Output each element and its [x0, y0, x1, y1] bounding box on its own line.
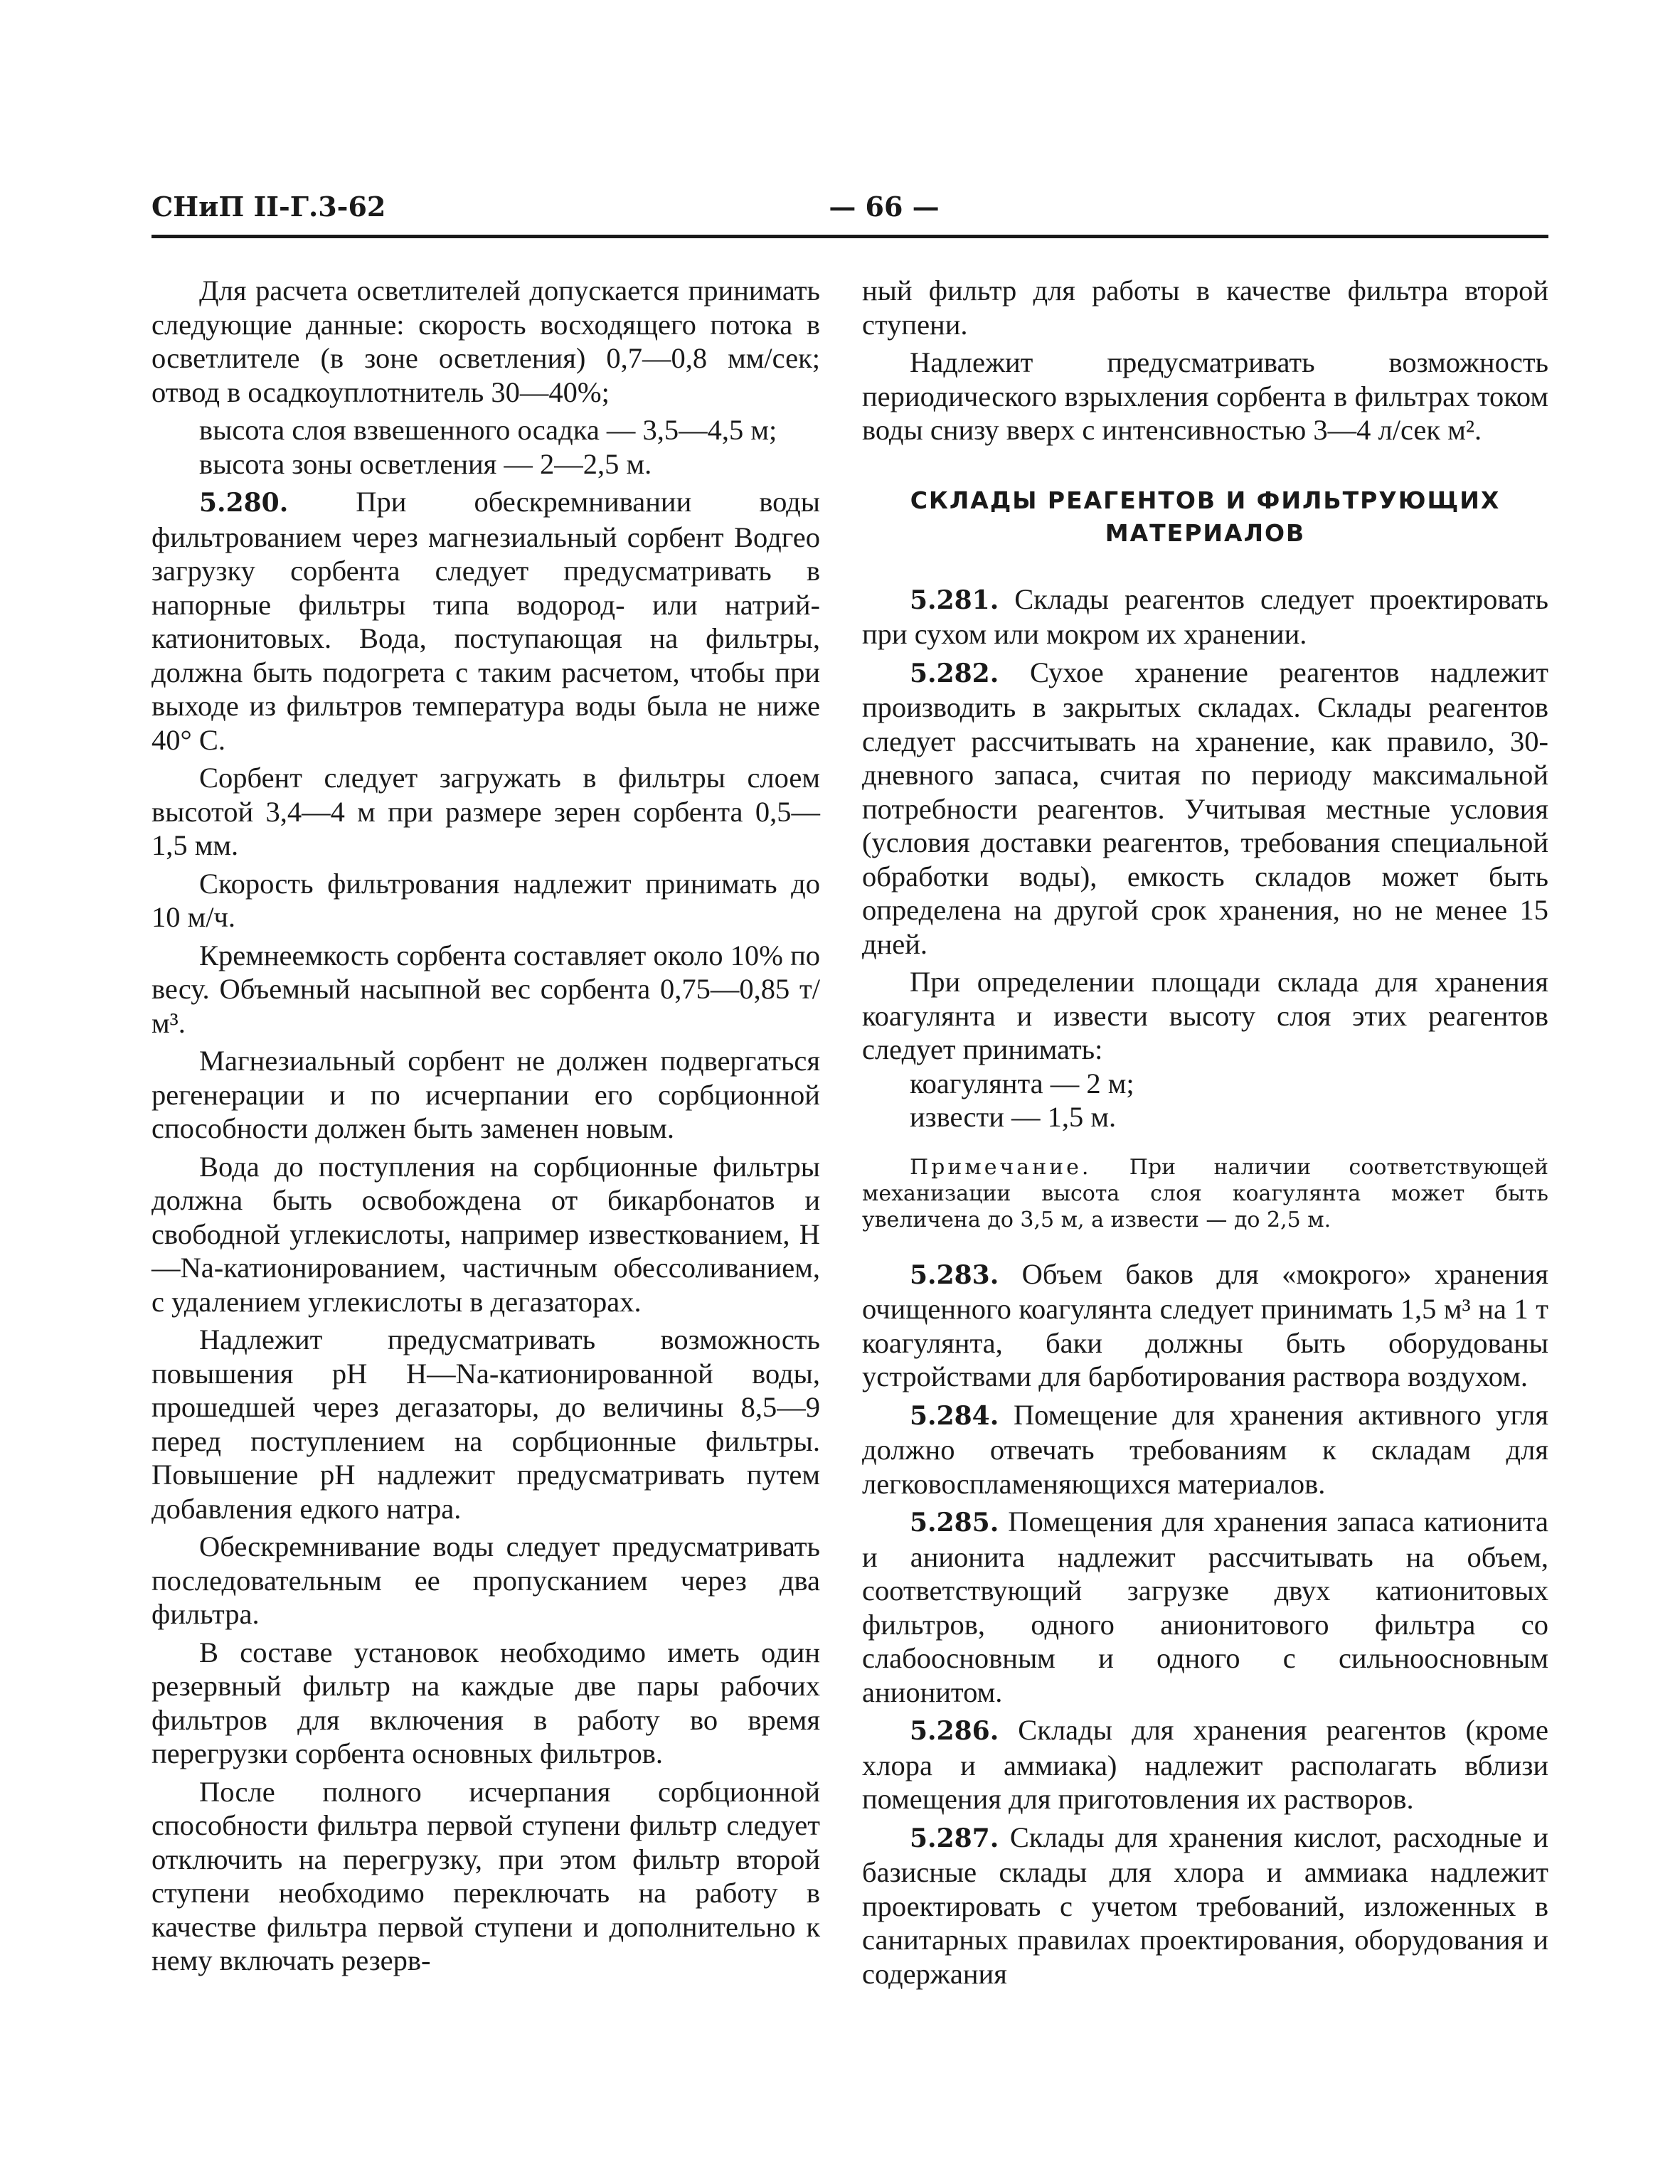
clause-5-282	[862, 656, 1548, 962]
paragraph: Сорбент следует загружать в фильтры слоем высотой 3,4—4 м при размере зерен сорбента 0,5—1,5 мм.	[151, 762, 820, 861]
paragraph: Для расчета осветлителей допускается принимать следующие данные: скорость восходящего потока в осветлителе (в зоне осветления) 0,7—0,8 мм/сек; отвод в осадкоуплотнитель 30—40%;	[151, 275, 820, 408]
right-column	[862, 274, 1548, 1995]
paragraph: После полного исчерпания сорбционной способности фильтра первой ступени фильтр следует отключить на перегрузку, при этом фильтр второй ступени необходимо переключать на работу в качестве фильтра первой ступени и дополнительно к нему включать резерв-	[151, 1775, 820, 1976]
paragraph: Обескремнивание воды следует предусматривать последовательным ее пропусканием через два фильтра.	[151, 1530, 820, 1630]
note-text: При наличии соответствующей механизации высота слоя коагулянта может быть увеличена до 3,5 м, а извести — до 2,5 м.	[862, 1154, 1548, 1232]
page-header	[151, 191, 1548, 233]
clause-text: Помещение для хранения активного угля должно отвечать требованиям к складам для легковоспламеняющихся материалов.	[862, 1398, 1548, 1500]
clause-5-283	[862, 1257, 1548, 1394]
clause-5-286	[862, 1713, 1548, 1816]
clause-5-287	[862, 1821, 1548, 1991]
clause-5-280	[151, 485, 820, 757]
paragraph: В составе установок необходимо иметь один резервный фильтр на каждые две пары рабочих фильтров для включения в работу во время перегрузки сорбента основных фильтров.	[151, 1636, 820, 1769]
clause-text: Сухое хранение реагентов надлежит производить в закрытых складах. Склады реагентов следует рассчитывать на хранение, как правило, 30-дневного запаса, считая по периоду максимальной потребности реагентов. Учитывая местные условия (условия доставки реагентов, требования специальной обработки воды), емкость складов может быть определена на другой срок хранения, но не менее 15 дней.	[862, 656, 1549, 960]
paragraph: Вода до поступления на сорбционные фильтры должна быть освобождена от бикарбонатов и свободной углекислоты, например известкованием, H—Na-катионированием, частичным обессоливанием, с удалением углекислоты в дегазаторах.	[151, 1150, 820, 1318]
clause-number: 5.281.	[910, 585, 999, 615]
clause-number: 5.283.	[910, 1259, 999, 1290]
clause-text: Склады для хранения реагентов (кроме хлора и аммиака) надлежит располагать вблизи помещения для приготовления их растворов.	[862, 1714, 1549, 1815]
clause-number: 5.285.	[910, 1508, 999, 1538]
document-code: СНиП II-Г.3-62	[151, 191, 386, 223]
paragraph: Магнезиальный сорбент не должен подвергаться регенерации и по исчерпании его сорбционной способности должен быть заменен новым.	[151, 1045, 820, 1144]
clause-text: Склады реагентов следует проектировать при сухом или мокром их хранении.	[862, 582, 1549, 650]
left-column	[151, 274, 820, 1982]
clause-number: 5.280.	[199, 488, 289, 518]
clause-text: При обескремнивании воды фильтрованием через магнезиальный сорбент Водгео загрузку сорбента следует предусматривать в напорные фильтры типа водород- или натрий-катионитовых. Вода, поступающая на фильтры, должна быть подогрета с таким расчетом, чтобы при выходе из фильтров температура воды была не ниже 40° С.	[151, 486, 821, 756]
clause-number: 5.287.	[910, 1823, 999, 1853]
clause-5-281	[862, 582, 1548, 651]
clause-text: Склады для хранения кислот, расходные и базисные склады для хлора и аммиака надлежит проектировать с учетом требований, изложенных в санитарных правилах проектирования, оборудования и содержания	[862, 1821, 1549, 1990]
header-rule	[151, 235, 1548, 238]
paragraph: Скорость фильтрования надлежит принимать до 10 м/ч.	[151, 867, 820, 933]
clause-text: Объем баков для «мокрого» хранения очищенного коагулянта следует принимать 1,5 м³ на 1 т коагулянта, баки должны быть оборудованы устройствами для барботирования раствора воздухом.	[862, 1257, 1549, 1392]
paragraph: высота слоя взвешенного осадка — 3,5—4,5 м;	[199, 414, 777, 446]
quantity-line: извести — 1,5 м.	[910, 1101, 1117, 1133]
page-number: — 66 —	[829, 191, 940, 223]
clause-number: 5.286.	[910, 1716, 999, 1746]
note	[862, 1154, 1548, 1233]
paragraph: ный фильтр для работы в качестве фильтра второй ступени.	[862, 275, 1548, 341]
paragraph: Кремнеемкость сорбента составляет около 10% по весу. Объемный насыпной вес сорбента 0,75—0,85 т/м³.	[151, 939, 820, 1039]
note-label: Примечание.	[910, 1154, 1092, 1180]
paragraph: Надлежит предусматривать возможность периодического взрыхления сорбента в фильтрах током воды снизу вверх с интенсивностью 3—4 л/сек м².	[862, 346, 1548, 446]
clause-text: Помещения для хранения запаса катионита и анионита надлежит рассчитывать на объем, соответствующий загрузке двух катионитовых фильтров, одного анионитового фильтра со слабоосновным и одного с сильноосновным анионитом.	[862, 1506, 1549, 1708]
clause-5-285	[862, 1505, 1548, 1709]
clause-number: 5.284.	[910, 1400, 999, 1431]
paragraph: высота зоны осветления — 2—2,5 м.	[199, 447, 652, 480]
clause-5-284	[862, 1398, 1548, 1501]
paragraph: При определении площади склада для хранения коагулянта и извести высоту слоя этих реагентов следует принимать:	[862, 966, 1548, 1065]
section-title: СКЛАДЫ РЕАГЕНТОВ И ФИЛЬТРУЮЩИХ МАТЕРИАЛОВ	[910, 486, 1501, 547]
quantity-line: коагулянта — 2 м;	[910, 1067, 1134, 1099]
paragraph: Надлежит предусматривать возможность повышения pH H—Na-катионированной воды, прошедшей через дегазаторы, до величины 8,5—9 перед поступлением на сорбционные фильтры. Повышение pH надлежит предусматривать путем добавления едкого натра.	[151, 1323, 820, 1525]
clause-number: 5.282.	[910, 658, 999, 688]
